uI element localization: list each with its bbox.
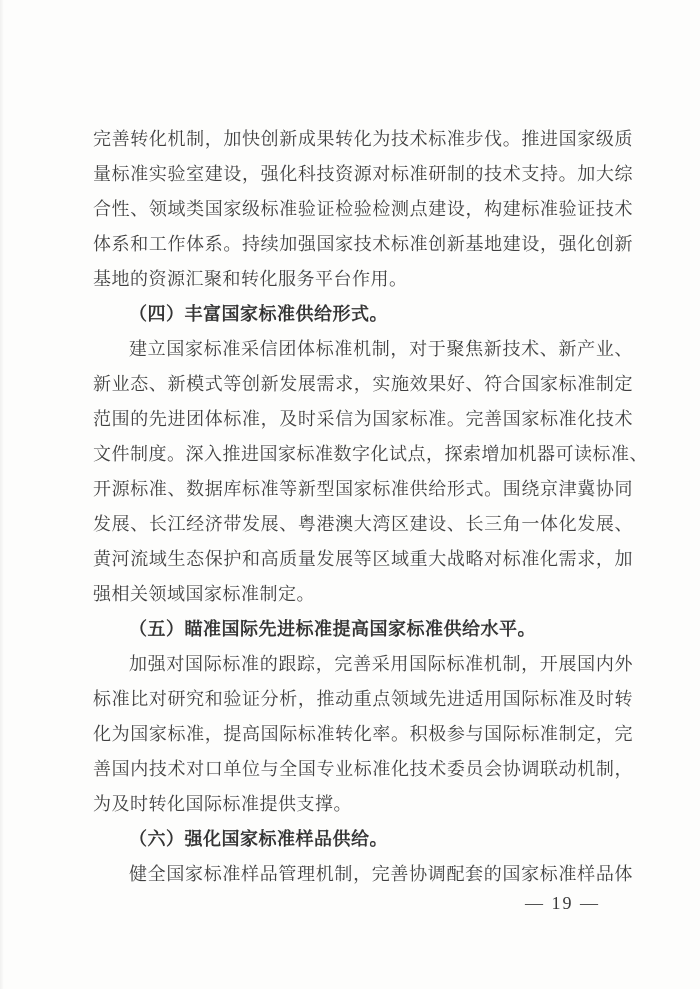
body-line: 健全国家标准样品管理机制，完善协调配套的国家标准样品体 [129, 864, 633, 884]
section-heading-5: （五）瞄准国际先进标准提高国家标准供给水平。 [129, 619, 536, 639]
body-line: 黄河流域生态保护和高质量发展等区域重大战略对标准化需求，加 [93, 549, 633, 569]
body-line: 建立国家标准采信团体标准机制，对于聚焦新技术、新产业、 [129, 339, 633, 359]
body-line: 为及时转化国际标准提供支撑。 [93, 794, 352, 814]
page-footer [93, 888, 600, 918]
body-line: 完善转化机制，加快创新成果转化为技术标准步伐。推进国家级质 [93, 129, 633, 149]
body-line: 化为国家标准，提高国际标准转化率。积极参与国际标准制定，完 [93, 724, 633, 744]
body-line: 加强对国际标准的跟踪，完善采用国际标准机制，开展国内外 [129, 654, 633, 674]
body-line: 量标准实验室建设，强化科技资源对标准研制的技术支持。加大综 [93, 164, 633, 184]
section-heading-6: （六）强化国家标准样品供给。 [129, 829, 388, 849]
body-line: 善国内技术对口单位与全国专业标准化技术委员会协调联动机制， [93, 759, 633, 779]
body-line: 强相关领域国家标准制定。 [93, 584, 315, 604]
section-heading-4: （四）丰富国家标准供给形式。 [129, 304, 388, 324]
body-line: 标准比对研究和验证分析，推动重点领域先进适用国际标准及时转 [93, 689, 633, 709]
body-line: 开源标准、数据库标准等新型国家标准供给形式。围绕京津冀协同 [93, 479, 633, 499]
body-line: 合性、领域类国家级标准验证检验检测点建设，构建标准验证技术 [93, 199, 633, 219]
body-line: 体系和工作体系。持续加强国家技术标准创新基地建设，强化创新 [93, 234, 633, 254]
body-line: 新业态、新模式等创新发展需求，实施效果好、符合国家标准制定 [93, 374, 633, 394]
page-number: — 19 — [525, 893, 600, 913]
text-block [93, 122, 648, 892]
body-line: 范围的先进团体标准，及时采信为国家标准。完善国家标准化技术 [93, 409, 633, 429]
body-line: 基地的资源汇聚和转化服务平台作用。 [93, 269, 408, 289]
body-line: 发展、长江经济带发展、粤港澳大湾区建设、长三角一体化发展、 [93, 514, 633, 534]
body-line: 文件制度。深入推进国家标准数字化试点，探索增加机器可读标准、 [93, 444, 648, 464]
